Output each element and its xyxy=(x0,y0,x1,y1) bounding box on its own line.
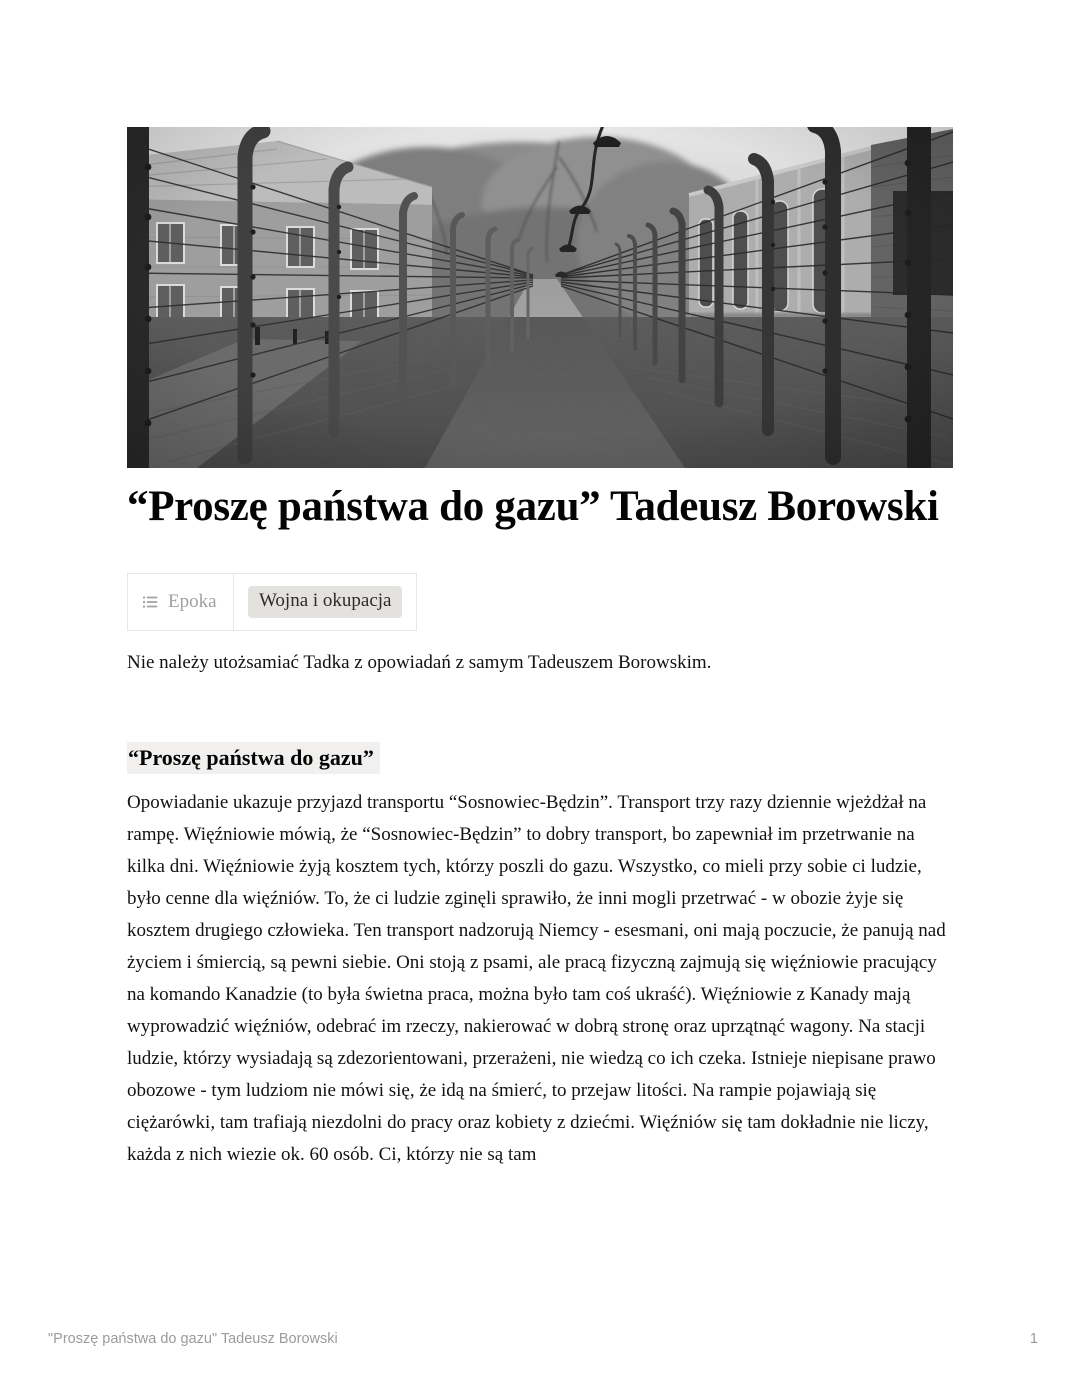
properties-table xyxy=(127,573,417,631)
tag-wojna-i-okupacja: Wojna i okupacja xyxy=(248,586,402,618)
property-value-cell xyxy=(234,574,416,630)
property-epoka xyxy=(128,574,234,630)
page-content xyxy=(127,127,953,1171)
section-heading-highlight: “Proszę państwa do gazu” xyxy=(127,742,380,774)
footer-page-number: 1 xyxy=(1029,1331,1038,1347)
property-label: Epoka xyxy=(168,591,217,613)
cover-photo xyxy=(127,127,953,468)
page-title: “Proszę państwa do gazu” Tadeusz Borowski xyxy=(127,483,939,530)
intro-paragraph: Nie należy utożsamiać Tadka z opowiadań z samym Tadeuszem Borowskim. xyxy=(127,652,712,674)
list-icon xyxy=(141,593,159,611)
body-paragraph: Opowiadanie ukazuje przyjazd transportu “Sosnowiec-Będzin”. Transport trzy razy dziennie wjeżdżał na rampę. Więźniowie mówią, że “Sosnowiec-Będzin” to dobry transport, bo zapewniał im przetrwanie na kilka dni. Więźniowie żyją kosztem tych, którzy poszli do gazu. Wszystko, co mieli przy sobie ci ludzie, było cenne dla więźniów. To, że ci ludzie zginęli sprawiło, że inni mogli przetrwać - w obozie żyje się kosztem drugiego człowieka. Ten transport nadzorują Niemcy - esesmani, oni mają poczucie, że panują nad życiem i śmiercią, są pewni siebie. Oni stoją z psami, ale pracą fizyczną zajmują się więźniowie pracujący na komando Kanadzie (to była świetna praca, można było tam coś ukraść). Więźniowie z Kanady mają wyprowadzić więźniów, odebrać im rzeczy, nakierować w dobrą stronę oraz uprzątnąć wagony. Na stacji ludzie, którzy wysiadają są zdezorientowani, przerażeni, nie wiedzą co ich czeka. Istnieje niepisane prawo obozowe - tym ludziom nie mówi się, że idą na śmierć, to przejaw litości. Na rampie pojawiają się ciężarówki, tam trafiają niezdolni do pracy oraz kobiety z dziećmi. Więźniów się tam dokładnie nie liczy, każda z nich wiezie ok. 60 osób. Ci, którzy nie są tam xyxy=(127,792,946,1166)
footer-title: "Proszę państwa do gazu" Tadeusz Borowski xyxy=(48,1331,338,1347)
section-heading xyxy=(127,742,953,774)
page-footer xyxy=(48,1331,1038,1347)
